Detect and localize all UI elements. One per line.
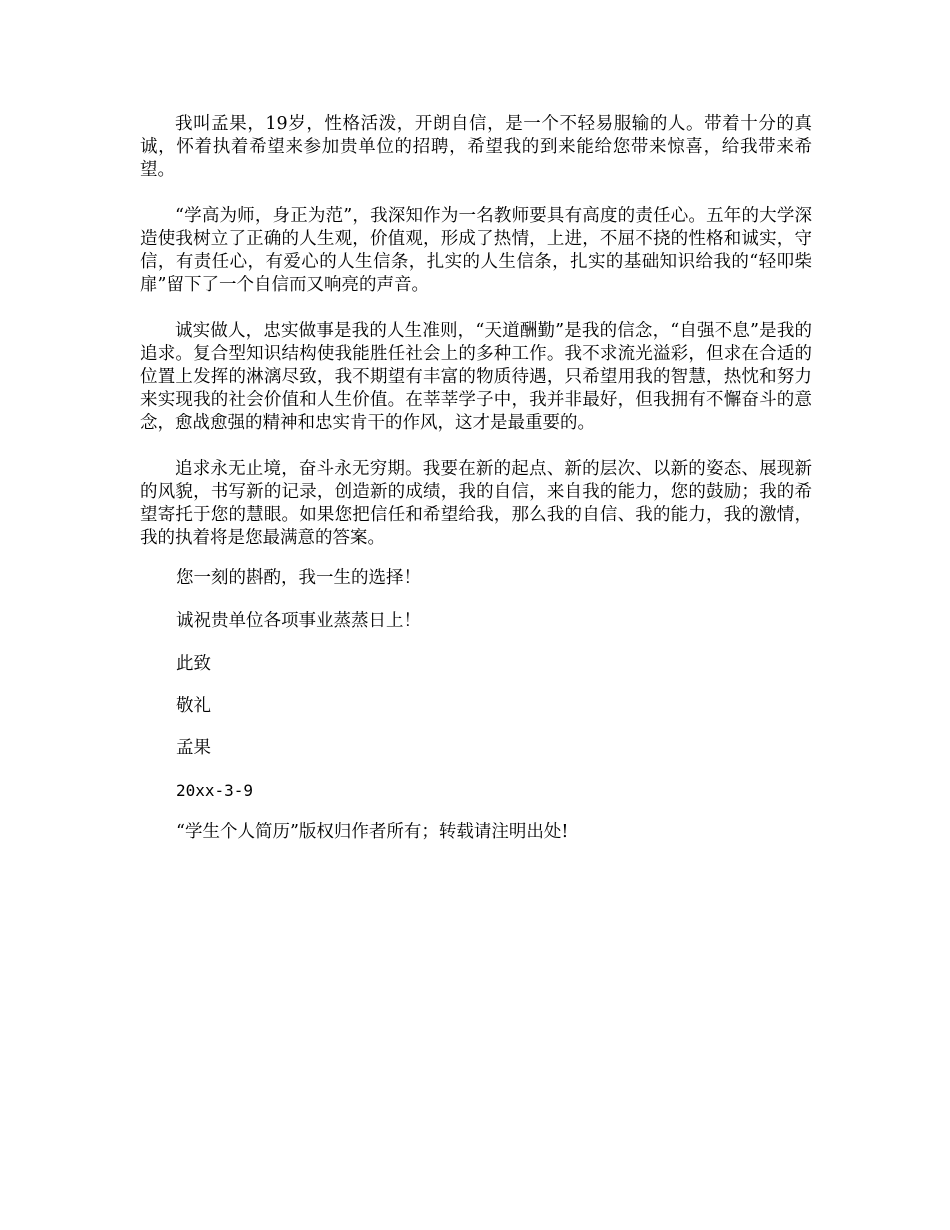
closing-line-2: 诚祝贵单位各项事业蒸蒸日上！ — [176, 611, 421, 631]
paragraph-principles: 诚实做人，忠实做事是我的人生准则，“天道酬勤”是我的信念，“自强不息”是我的追求。复合型知识结构使我能胜任社会上的多种工作。我不求流光溢彩，但求在合适的位置上发挥的淋漓尽致，我不期望有丰富的物质待遇，只希望用我的智慧，热忱和努力来实现我的社会价值和人生价值。在莘莘学子中，我并非最好，但我拥有不懈奋斗的意念，愈战愈强的精神和忠实肯干的作风，这才是最重要的。 — [140, 321, 812, 433]
salutation: 此致 — [176, 654, 211, 674]
copyright-notice: “学生个人简历”版权归作者所有；转载请注明出处! — [176, 822, 569, 842]
regards: 敬礼 — [176, 696, 211, 716]
letter-body — [140, 113, 812, 844]
paragraph-intro: 我叫孟果，19岁，性格活泼，开朗自信，是一个不轻易服输的人。带着十分的真诚，怀着执着希望来参加贵单位的招聘，希望我的到来能给您带来惊喜，给我带来希望。 — [140, 114, 812, 180]
closing-line-1: 您一刻的斟酌，我一生的选择！ — [176, 568, 421, 588]
paragraph-ambition: 追求永无止境，奋斗永无穷期。我要在新的起点、新的层次、以新的姿态、展现新的风貌，书写新的记录，创造新的成绩，我的自信，来自我的能力，您的鼓励；我的希望寄托于您的慧眼。如果您把信任和希望给我，那么我的自信、我的能力，我的激情，我的执着将是您最满意的答案。 — [140, 459, 812, 548]
paragraph-teacher-responsibility: “学高为师，身正为范”，我深知作为一名教师要具有高度的责任心。五年的大学深造使我树立了正确的人生观，价值观，形成了热情，上进，不屈不挠的性格和诚实，守信，有责任心，有爱心的人生信条，扎实的人生信条，扎实的基础知识给我的“轻叩柴扉”留下了一个自信而又响亮的声音。 — [140, 206, 812, 295]
date: 20xx-3-9 — [176, 781, 254, 800]
signature: 孟果 — [176, 738, 211, 758]
